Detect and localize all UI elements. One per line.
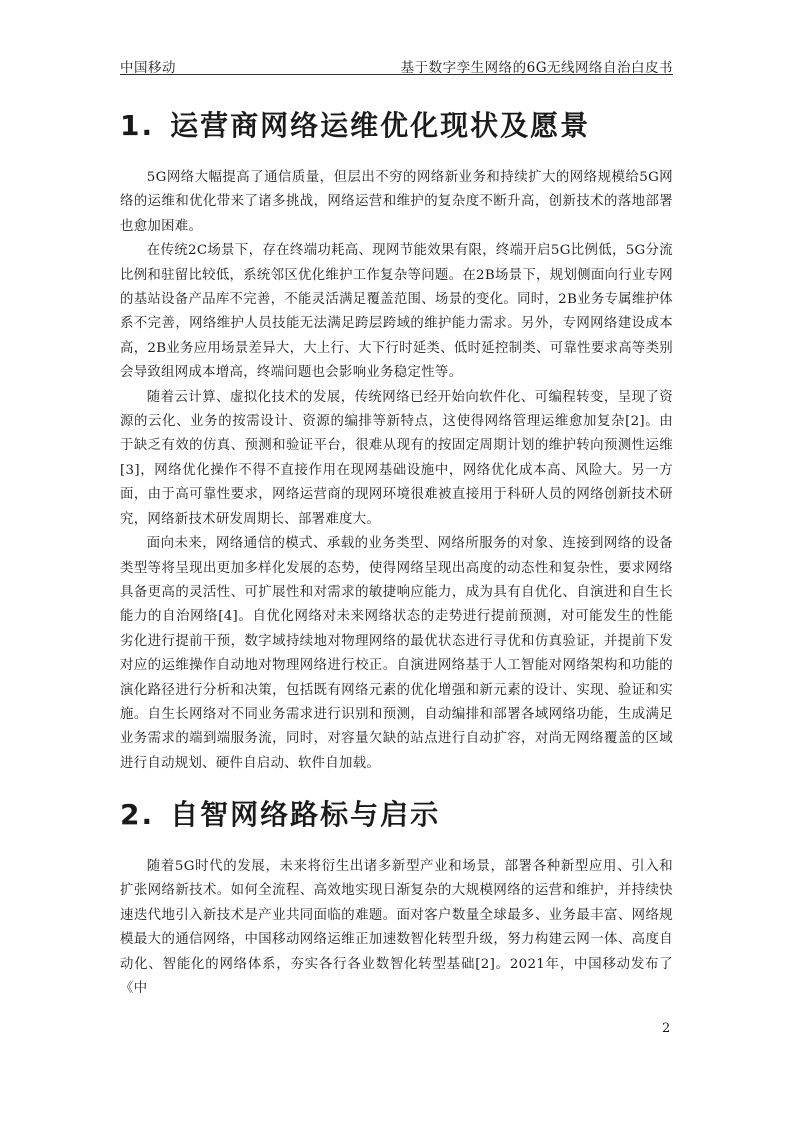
section-2-title: 自智网络路标与启示 <box>170 798 441 831</box>
section-1-heading <box>120 104 590 144</box>
paragraph: 5G网络大幅提高了通信质量，但层出不穷的网络新业务和持续扩大的网络规模给5G网络的运维和优化带来了诸多挑战，网络运营和维护的复杂度不断升高，创新技术的落地部署也愈加困难。 <box>120 170 673 234</box>
paragraph: 随着5G时代的发展，未来将衍生出诸多新型产业和场景，部署各种新型应用、引入和扩张网络新技术。如何全流程、高效地实现日渐复杂的大规模网络的运营和维护，并持续快速迭代地引入新技术是产业共同面临的难题。面对客户数量全球最多、业务最丰富、网络规模最大的通信网络，中国移动网络运维正加速数智化转型升级，努力构建云网一体、高度自动化、智能化的网络体系，夯实各行各业数智化转型基础[2]。2021年，中国移动发布了《中 <box>120 859 673 997</box>
page-header <box>120 54 673 76</box>
section-2-body <box>120 855 673 1001</box>
section-1-body <box>120 166 673 776</box>
section-2-number: 2. <box>120 798 155 831</box>
section-2-heading <box>120 793 440 833</box>
section-1-title: 运营商网络运维优化现状及愿景 <box>170 109 591 142</box>
header-org-name: 中国移动 <box>120 60 176 76</box>
header-divider <box>120 74 673 75</box>
paragraph: 随着云计算、虚拟化技术的发展，传统网络已经开始向软件化、可编程转变，呈现了资源的云化、业务的按需设计、资源的编排等新特点，这使得网络管理运维愈加复杂[2]。由于缺乏有效的仿真、预测和验证平台，很难从现有的按固定周期计划的维护转向预测性运维[3]，网络优化操作不得不直接作用在现网基础设施中，网络优化成本高、风险大。另一方面，由于高可靠性要求，网络运营商的现网环境很难被直接用于科研人员的网络创新技术研究，网络新技术研发周期长、部署难度大。 <box>120 389 673 527</box>
paragraph: 面向未来，网络通信的模式、承载的业务类型、网络所服务的对象、连接到网络的设备类型等将呈现出更加多样化发展的态势，使得网络呈现出高度的动态性和复杂性，要求网络具备更高的灵活性、可扩展性和对需求的敏捷响应能力，成为具有自优化、自演进和自生长能力的自治网络[4]。自优化网络对未来网络状态的走势进行提前预测，对可能发生的性能劣化进行提前干预，数字域持续地对物理网络的最优状态进行寻优和仿真验证，并提前下发对应的运维操作自动地对物理网络进行校正。自演进网络基于人工智能对网络架构和功能的演化路径进行分析和决策，包括既有网络元素的优化增强和新元素的设计、实现、验证和实施。自生长网络对不同业务需求进行识别和预测，自动编排和部署各域网络功能，生成满足业务需求的端到端服务流，同时，对容量欠缺的站点进行自动扩容，对尚无网络覆盖的区域进行自动规划、硬件自启动、软件自加载。 <box>120 536 673 771</box>
header-doc-title: 基于数字孪生网络的6G无线网络自治白皮书 <box>400 60 673 76</box>
paragraph: 在传统2C场景下，存在终端功耗高、现网节能效果有限，终端开启5G比例低，5G分流比例和驻留比较低，系统邻区优化维护工作复杂等问题。在2B场景下，规划侧面向行业专网的基站设备产品库不完善，不能灵活满足覆盖范围、场景的变化。同时，2B业务专属维护体系不完善，网络维护人员技能无法满足跨层跨域的维护能力需求。另外，专网网络建设成本高，2B业务应用场景差异大，大上行、大下行时延类、低时延控制类、可靠性要求高等类别会导致组网成本增高，终端问题也会影响业务稳定性等。 <box>120 243 673 381</box>
section-1-number: 1. <box>120 109 155 142</box>
page-number: 2 <box>662 1021 671 1036</box>
